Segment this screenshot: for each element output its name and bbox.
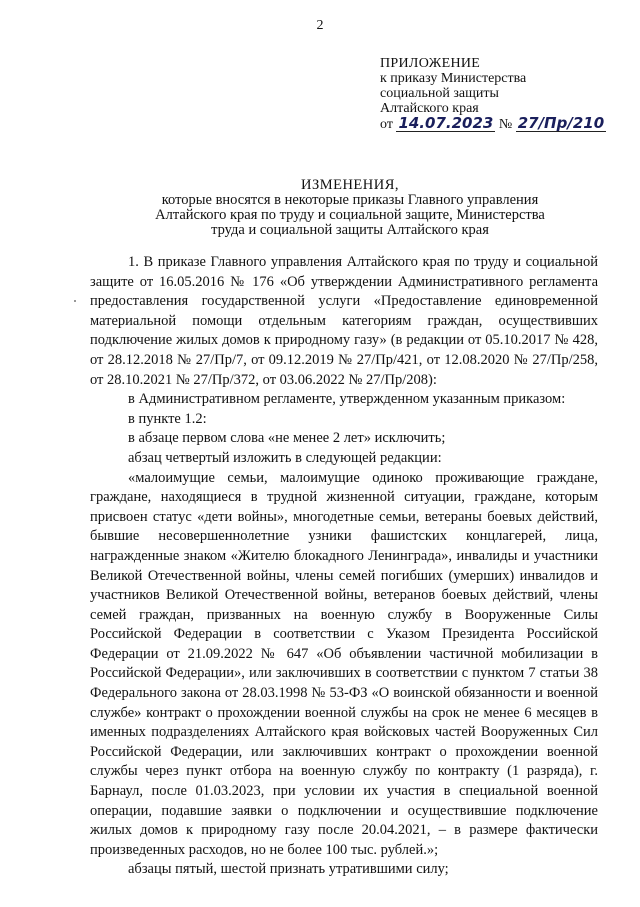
heading-title: ИЗМЕНЕНИЯ, (300, 177, 400, 193)
heading-line: Алтайского края по труду и социальной защите, Министерства (155, 207, 545, 223)
paragraph: абзацы пятый, шестой признать утратившими силу; (128, 861, 449, 878)
appendix-block (380, 56, 630, 132)
paragraph: в абзаце первом слова «не менее 2 лет» исключить; (128, 430, 446, 447)
paragraph: абзац четвертый изложить в следующей редакции: (128, 449, 442, 466)
heading-line: которые вносятся в некоторые приказы Главного управления (161, 192, 539, 208)
document-heading (60, 178, 640, 238)
handwritten-number: 27/Пр/210 (517, 114, 605, 132)
paragraph: в Административном регламенте, утвержденном указанным приказом: (128, 391, 566, 408)
document-body (90, 253, 598, 880)
appendix-date-number-line (380, 116, 630, 132)
heading-line: труда и социальной защиты Алтайского края (211, 222, 489, 238)
paragraph: 1. В приказе Главного управления Алтайского края по труду и социальной защите от 16.05.2016 № 176 «Об утверждении Административного регламента предоставления государственной услуги «Предоставление единовременной материальной помощи отдельным категориям граждан, осуществивших подключение жилых домов к природному газу» (в редакции от 05.10.2017 № 428, от 28.12.2018 № 27/Пр/7, от 09.12.2019 № 27/Пр/421, от 12.08.2020 № 27/Пр/258, от 28.10.2021 № 27/Пр/372, от 03.06.2022 № 27/Пр/208): (90, 254, 598, 388)
handwritten-date: 14.07.2023 (398, 114, 494, 132)
paragraph: в пункте 1.2: (128, 410, 207, 427)
appendix-title: ПРИЛОЖЕНИЕ (380, 56, 481, 71)
appendix-line: к приказу Министерства (380, 71, 527, 86)
date-prefix: от (380, 117, 393, 132)
margin-mark (74, 300, 76, 302)
page-number: 2 (316, 18, 324, 33)
appendix-line: Алтайского края (380, 101, 479, 116)
paragraph: «малоимущие семьи, малоимущие одиноко проживающие граждане, граждане, находящиеся в трудной жизненной ситуации, граждане, которым присвоен статус «дети войны», многодетные семьи, ветераны боевых действий, бывшие несовершеннолетние узники фашистских концлагерей, лица, награжденные знаком «Жителю блокадного Ленинграда», инвалиды и участники Великой Отечественной войны, члены семей погибших (умерших) инвалидов и участников Великой Отечественной войны, ветеранов боевых действий, члены семей граждан, призванных на военную службу в Вооруженные Силы Российской Федерации в соответствии с Указом Президента Российской Федерации от 21.09.2022 № 647 «Об объявлении частичной мобилизации в Российской Федерации», или заключивших в соответствии с пунктом 7 статьи 38 Федерального закона от 28.03.1998 № 53-ФЗ «О воинской обязанности и военной службе» контракт о прохождении военной службы на срок не менее 6 месяцев в именных подразделениях Алтайского края войсковых частей Вооруженных Сил Российской Федерации, или заключивших контракт о прохождении военной службы через пункт отбора на военную службу по контракту (1 разряда), г. Барнаул, после 01.03.2023, при условии их участия в специальной военной операции, подавшие заявки о подключении и осуществившие подключение жилых домов к природному газу после 20.04.2021, – в размере фактически произведенных расходов, но не более 100 тыс. рублей.»; (90, 469, 598, 858)
appendix-line: социальной защиты (380, 86, 499, 101)
number-prefix: № (498, 117, 513, 132)
